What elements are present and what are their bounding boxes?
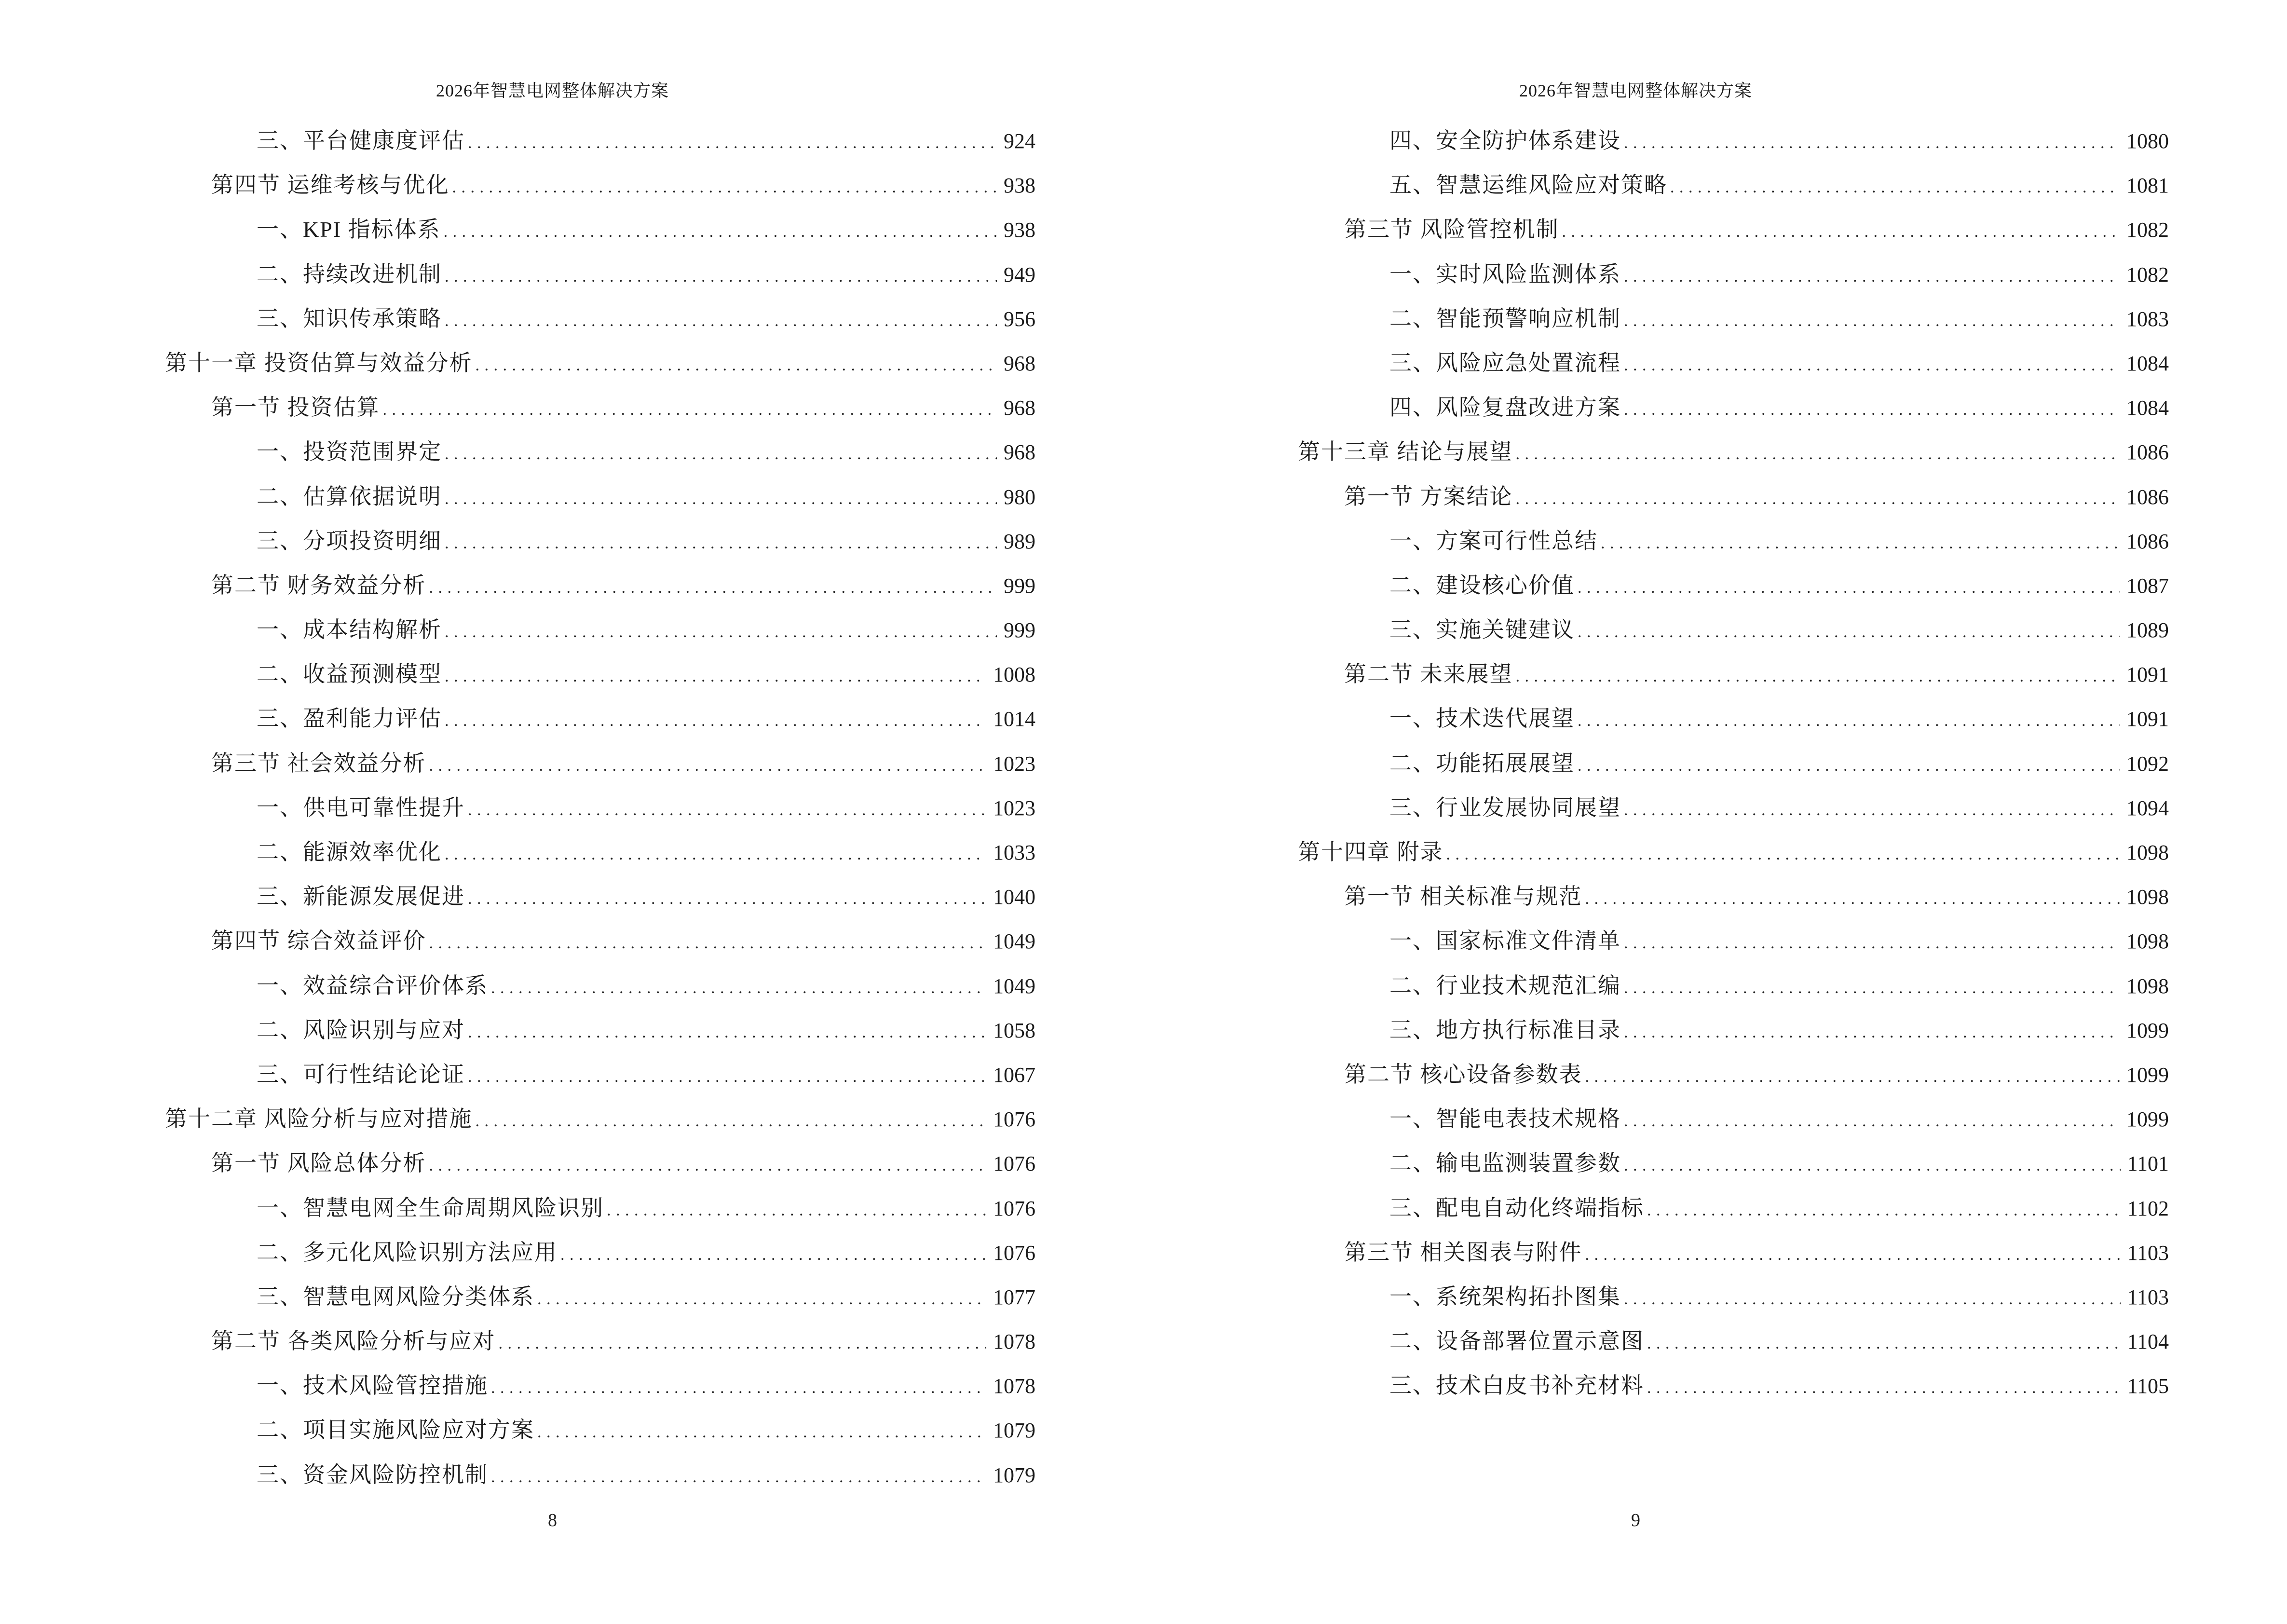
toc-dot-leader [1670,165,2120,210]
toc-entry-title: 第十三章 结论与展望 [1298,439,1513,464]
toc-section-entry[interactable] [165,1319,1035,1364]
toc-entry-page-number: 1078 [993,1330,1035,1354]
toc-entry-page-number: 1086 [2126,529,2169,553]
toc-entry-title: 四、风险复盘改进方案 [1389,395,1621,420]
toc-entry-page-number: 1091 [2126,663,2169,687]
toc-subsection-entry[interactable] [165,1453,1035,1497]
toc-entry-page-number: 980 [1004,485,1035,509]
toc-dot-leader [468,877,986,921]
toc-subsection-entry[interactable] [1298,608,2169,652]
toc-entry-page-number: 1081 [2126,174,2169,198]
toc-entry-page-number: 1049 [993,974,1035,998]
toc-entry-title: 第二节 财务效益分析 [211,573,426,598]
toc-entry-title: 二、项目实施风险应对方案 [257,1418,534,1443]
toc-dot-leader [445,610,997,655]
toc-entry-title: 一、效益综合评价体系 [257,973,488,998]
toc-entry-page-number: 999 [1004,573,1035,598]
toc-dot-leader [1624,966,2120,1010]
toc-entry-page-number: 989 [1004,529,1035,553]
toc-entry-title: 第十一章 投资估算与效益分析 [165,350,473,375]
toc-entry-title: 一、智慧电网全生命周期风险识别 [257,1195,604,1220]
toc-entry-title: 三、平台健康度评估 [257,128,465,153]
toc-subsection-entry[interactable] [1298,1186,2169,1230]
toc-section-entry[interactable] [165,563,1035,608]
toc-subsection-entry[interactable] [165,786,1035,830]
toc-entry-page-number: 1098 [2126,974,2169,998]
toc-dot-leader [445,299,997,343]
toc-dot-leader [1578,610,2120,655]
toc-subsection-entry[interactable] [165,475,1035,519]
toc-entry-title: 一、技术迭代展望 [1389,706,1575,731]
toc-dot-leader [537,1410,986,1455]
toc-subsection-entry[interactable] [1298,563,2169,608]
toc-subsection-entry[interactable] [1298,119,2169,163]
toc-entry-title: 第一节 投资估算 [211,395,380,420]
toc-subsection-entry[interactable] [165,1052,1035,1097]
toc-section-entry[interactable] [1298,1230,2169,1275]
toc-dot-leader [1516,432,2120,477]
toc-entry-page-number: 1014 [993,707,1035,731]
toc-subsection-entry[interactable] [1298,1008,2169,1052]
toc-dot-leader [445,432,997,477]
toc-entry-page-number: 1103 [2127,1241,2169,1265]
toc-subsection-entry[interactable] [165,1186,1035,1230]
toc-entry-title: 二、能源效率优化 [257,840,442,864]
toc-subsection-entry[interactable] [1298,252,2169,297]
toc-entry-page-number: 1083 [2126,307,2169,331]
toc-section-entry[interactable] [165,1141,1035,1186]
toc-dot-leader [445,832,986,877]
toc-section-entry[interactable] [1298,652,2169,696]
toc-entry-title: 一、方案可行性总结 [1389,528,1598,553]
toc-entry-page-number: 1078 [993,1374,1035,1398]
toc-subsection-entry[interactable] [165,1275,1035,1319]
toc-dot-leader [452,165,997,210]
toc-dot-leader [468,121,997,165]
toc-entry-title: 二、风险识别与应对 [257,1017,465,1042]
toc-section-entry[interactable] [165,163,1035,207]
toc-dot-leader [1624,1144,2121,1188]
toc-dot-leader [1624,1010,2120,1055]
toc-entry-title: 第二节 未来展望 [1344,662,1513,687]
toc-entry-title: 二、多元化风险识别方法应用 [257,1240,558,1265]
toc-entry-title: 第二节 核心设备参数表 [1344,1062,1582,1087]
toc-entry-page-number: 1079 [993,1463,1035,1487]
toc-entry-title: 第十四章 附录 [1298,840,1443,864]
toc-entry-title: 三、盈利能力评估 [257,706,442,731]
toc-dot-leader [445,477,997,521]
toc-section-entry[interactable] [1298,207,2169,252]
toc-entry-page-number: 1092 [2126,751,2169,776]
toc-entry-page-number: 968 [1004,396,1035,420]
toc-entry-title: 一、国家标准文件清单 [1389,928,1621,954]
toc-subsection-entry[interactable] [165,519,1035,563]
toc-subsection-entry[interactable] [165,964,1035,1008]
toc-entry-page-number: 1067 [993,1063,1035,1087]
toc-dot-leader [1578,699,2120,743]
toc-entry-title: 三、配电自动化终端指标 [1389,1195,1644,1220]
toc-entry-page-number: 1086 [2126,485,2169,509]
toc-entry-title: 三、新能源发展促进 [257,884,465,909]
toc-entry-page-number: 1091 [2126,707,2169,731]
toc-entry-page-number: 968 [1004,351,1035,375]
toc-subsection-entry[interactable] [1298,1364,2169,1408]
toc-entry-page-number: 1103 [2127,1285,2169,1309]
toc-entry-page-number: 1076 [993,1196,1035,1220]
toc-chapter-entry[interactable] [165,341,1035,385]
toc-dot-leader [1601,521,2120,566]
toc-dot-leader [1624,343,2120,388]
toc-subsection-entry[interactable] [165,1008,1035,1052]
toc-subsection-entry[interactable] [165,430,1035,474]
toc-subsection-entry[interactable] [1298,163,2169,207]
toc-entry-page-number: 1102 [2127,1196,2169,1220]
toc-entry-title: 三、智慧电网风险分类体系 [257,1284,534,1309]
toc-dot-leader [476,1099,987,1144]
toc-entry-title: 四、安全防护体系建设 [1389,128,1621,153]
toc-entry-page-number: 924 [1004,129,1035,153]
toc-dot-leader [1446,832,2120,877]
toc-dot-leader [1647,1366,2121,1410]
toc-dot-leader [445,521,997,566]
toc-subsection-entry[interactable] [165,874,1035,919]
toc-entry-page-number: 1082 [2126,218,2169,242]
toc-entry-page-number: 938 [1004,174,1035,198]
toc-entry-title: 三、实施关键建议 [1389,617,1575,642]
toc-entry-page-number: 1023 [993,796,1035,820]
toc-entry-title: 二、输电监测装置参数 [1389,1151,1621,1176]
toc-dot-leader [1647,1188,2121,1233]
toc-entry-title: 三、资金风险防控机制 [257,1462,488,1487]
toc-dot-leader [1624,1099,2120,1144]
toc-subsection-entry[interactable] [165,1230,1035,1275]
toc-entry-title: 二、估算依据说明 [257,484,442,509]
toc-subsection-entry[interactable] [1298,297,2169,341]
toc-entry-page-number: 1098 [2126,885,2169,909]
toc-entry-page-number: 1076 [993,1241,1035,1265]
toc-entry-title: 二、持续改进机制 [257,261,442,287]
toc-entry-page-number: 1008 [993,663,1035,687]
toc-entry-title: 第一节 方案结论 [1344,484,1513,509]
toc-entry-title: 第四节 综合效益评价 [211,928,426,954]
toc-section-entry[interactable] [165,919,1035,963]
toc-dot-leader [1578,566,2120,610]
running-header: 2026年智慧电网整体解决方案 [1519,81,1752,100]
toc-dot-leader [444,210,997,254]
toc-entry-title: 三、行业发展协同展望 [1389,795,1621,820]
toc-subsection-entry[interactable] [165,1408,1035,1452]
toc-subsection-entry[interactable] [165,297,1035,341]
toc-entry-page-number: 1023 [993,751,1035,776]
toc-subsection-entry[interactable] [1298,1275,2169,1319]
toc-entry-title: 二、行业技术规范汇编 [1389,973,1621,998]
toc-entry-page-number: 1098 [2126,929,2169,954]
toc-section-entry[interactable] [165,741,1035,786]
toc-list [165,119,1035,1497]
toc-entry-page-number: 1082 [2126,262,2169,287]
toc-subsection-entry[interactable] [165,696,1035,741]
toc-entry-title: 二、设备部署位置示意图 [1389,1329,1644,1354]
toc-dot-leader [1624,1277,2121,1322]
toc-entry-page-number: 956 [1004,307,1035,331]
page-number: 8 [548,1510,557,1530]
toc-entry-title: 一、供电可靠性提升 [257,795,465,820]
toc-entry-page-number: 1033 [993,841,1035,864]
toc-entry-title: 三、风险应急处置流程 [1389,350,1621,375]
toc-entry-title: 三、知识传承策略 [257,306,442,331]
toc-dot-leader [491,966,986,1010]
toc-dot-leader [1624,921,2120,966]
toc-entry-page-number: 1084 [2126,396,2169,420]
toc-entry-page-number: 1086 [2126,440,2169,464]
toc-dot-leader [607,1188,986,1233]
toc-subsection-entry[interactable] [165,608,1035,652]
toc-dot-leader [476,343,997,388]
toc-dot-leader [1647,1322,2121,1366]
toc-subsection-entry[interactable] [1298,786,2169,830]
right-page [1144,0,2287,1624]
toc-entry-title: 五、智慧运维风险应对策略 [1389,173,1667,198]
toc-subsection-entry[interactable] [1298,519,2169,563]
toc-chapter-entry[interactable] [1298,830,2169,874]
toc-subsection-entry[interactable] [1298,341,2169,385]
toc-entry-title: 三、可行性结论论证 [257,1062,465,1087]
toc-dot-leader [468,1010,986,1055]
toc-entry-page-number: 1076 [993,1152,1035,1176]
toc-dot-leader [1585,1055,2120,1099]
toc-dot-leader [537,1277,986,1322]
toc-entry-page-number: 1094 [2126,796,2169,820]
toc-entry-page-number: 1087 [2126,573,2169,598]
toc-entry-title: 第一节 相关标准与规范 [1344,884,1582,909]
toc-entry-title: 第三节 相关图表与附件 [1344,1240,1582,1265]
toc-dot-leader [1624,255,2120,299]
toc-dot-leader [1624,788,2120,832]
toc-entry-page-number: 1058 [993,1018,1035,1042]
toc-subsection-entry[interactable] [1298,964,2169,1008]
toc-subsection-entry[interactable] [165,652,1035,696]
toc-dot-leader [1516,477,2120,521]
toc-chapter-entry[interactable] [165,1097,1035,1141]
toc-dot-leader [429,1144,987,1188]
toc-subsection-entry[interactable] [1298,1141,2169,1186]
toc-entry-page-number: 1099 [2126,1107,2169,1132]
toc-dot-leader [429,744,987,788]
toc-subsection-entry[interactable] [1298,696,2169,741]
toc-entry-page-number: 1076 [993,1107,1035,1132]
toc-entry-page-number: 1084 [2126,351,2169,375]
toc-dot-leader [491,1455,986,1500]
toc-dot-leader [468,788,986,832]
toc-entry-page-number: 999 [1004,618,1035,642]
toc-dot-leader [383,388,997,432]
toc-entry-title: 一、系统架构拓扑图集 [1389,1284,1621,1309]
toc-entry-title: 一、成本结构解析 [257,617,442,642]
toc-entry-page-number: 1099 [2126,1018,2169,1042]
toc-dot-leader [1624,121,2120,165]
toc-entry-page-number: 1105 [2127,1374,2169,1398]
toc-dot-leader [429,566,997,610]
toc-entry-page-number: 1099 [2126,1063,2169,1087]
toc-entry-title: 一、智能电表技术规格 [1389,1106,1621,1132]
toc-subsection-entry[interactable] [1298,919,2169,963]
toc-entry-page-number: 968 [1004,440,1035,464]
toc-entry-page-number: 938 [1004,218,1035,242]
toc-section-entry[interactable] [165,385,1035,430]
toc-dot-leader [468,1055,986,1099]
toc-chapter-entry[interactable] [1298,430,2169,474]
toc-entry-title: 第三节 风险管控机制 [1344,217,1559,242]
toc-subsection-entry[interactable] [165,830,1035,874]
toc-entry-title: 第二节 各类风险分析与应对 [211,1329,496,1354]
toc-subsection-entry[interactable] [165,119,1035,163]
toc-entry-title: 三、分项投资明细 [257,528,442,553]
toc-dot-leader [1578,744,2120,788]
toc-subsection-entry[interactable] [165,1364,1035,1408]
toc-dot-leader [445,255,997,299]
toc-subsection-entry[interactable] [1298,741,2169,786]
toc-subsection-entry[interactable] [1298,385,2169,430]
toc-entry-page-number: 1101 [2127,1152,2169,1176]
toc-entry-page-number: 949 [1004,262,1035,287]
toc-dot-leader [1516,655,2120,699]
toc-dot-leader [445,699,986,743]
toc-entry-title: 一、实时风险监测体系 [1389,261,1621,287]
toc-section-entry[interactable] [1298,1052,2169,1097]
toc-dot-leader [1585,1233,2121,1277]
page-number: 9 [1631,1510,1640,1530]
toc-entry-title: 一、技术风险管控措施 [257,1373,488,1398]
toc-dot-leader [1562,210,2120,254]
running-header: 2026年智慧电网整体解决方案 [436,81,669,100]
toc-section-entry[interactable] [1298,475,2169,519]
toc-list [1298,119,2169,1408]
toc-entry-page-number: 1049 [993,929,1035,954]
toc-dot-leader [560,1233,986,1277]
toc-entry-page-number: 1079 [993,1419,1035,1443]
toc-subsection-entry[interactable] [165,207,1035,252]
toc-subsection-entry[interactable] [1298,1097,2169,1141]
toc-entry-page-number: 1098 [2126,841,2169,864]
toc-entry-title: 二、功能拓展展望 [1389,751,1575,776]
toc-entry-title: 第三节 社会效益分析 [211,751,426,776]
toc-entry-title: 一、投资范围界定 [257,439,442,464]
toc-dot-leader [1624,299,2120,343]
toc-entry-page-number: 1040 [993,885,1035,909]
toc-dot-leader [429,921,987,966]
toc-entry-title: 三、技术白皮书补充材料 [1389,1373,1644,1398]
toc-dot-leader [1585,877,2120,921]
toc-entry-title: 第四节 运维考核与优化 [211,173,449,198]
toc-entry-title: 二、智能预警响应机制 [1389,306,1621,331]
toc-dot-leader [499,1322,987,1366]
toc-subsection-entry[interactable] [1298,1319,2169,1364]
toc-entry-title: 一、KPI 指标体系 [257,217,441,242]
toc-entry-title: 第十二章 风险分析与应对措施 [165,1106,473,1132]
toc-entry-page-number: 1077 [993,1285,1035,1309]
toc-entry-title: 二、收益预测模型 [257,662,442,687]
toc-dot-leader [1624,388,2120,432]
toc-entry-title: 三、地方执行标准目录 [1389,1017,1621,1042]
toc-dot-leader [445,655,986,699]
toc-dot-leader [491,1366,986,1410]
toc-entry-title: 二、建设核心价值 [1389,573,1575,598]
toc-subsection-entry[interactable] [165,252,1035,297]
toc-section-entry[interactable] [1298,874,2169,919]
toc-entry-title: 第一节 风险总体分析 [211,1151,426,1176]
toc-entry-page-number: 1089 [2126,618,2169,642]
toc-entry-page-number: 1104 [2127,1330,2169,1354]
toc-entry-page-number: 1080 [2126,129,2169,153]
